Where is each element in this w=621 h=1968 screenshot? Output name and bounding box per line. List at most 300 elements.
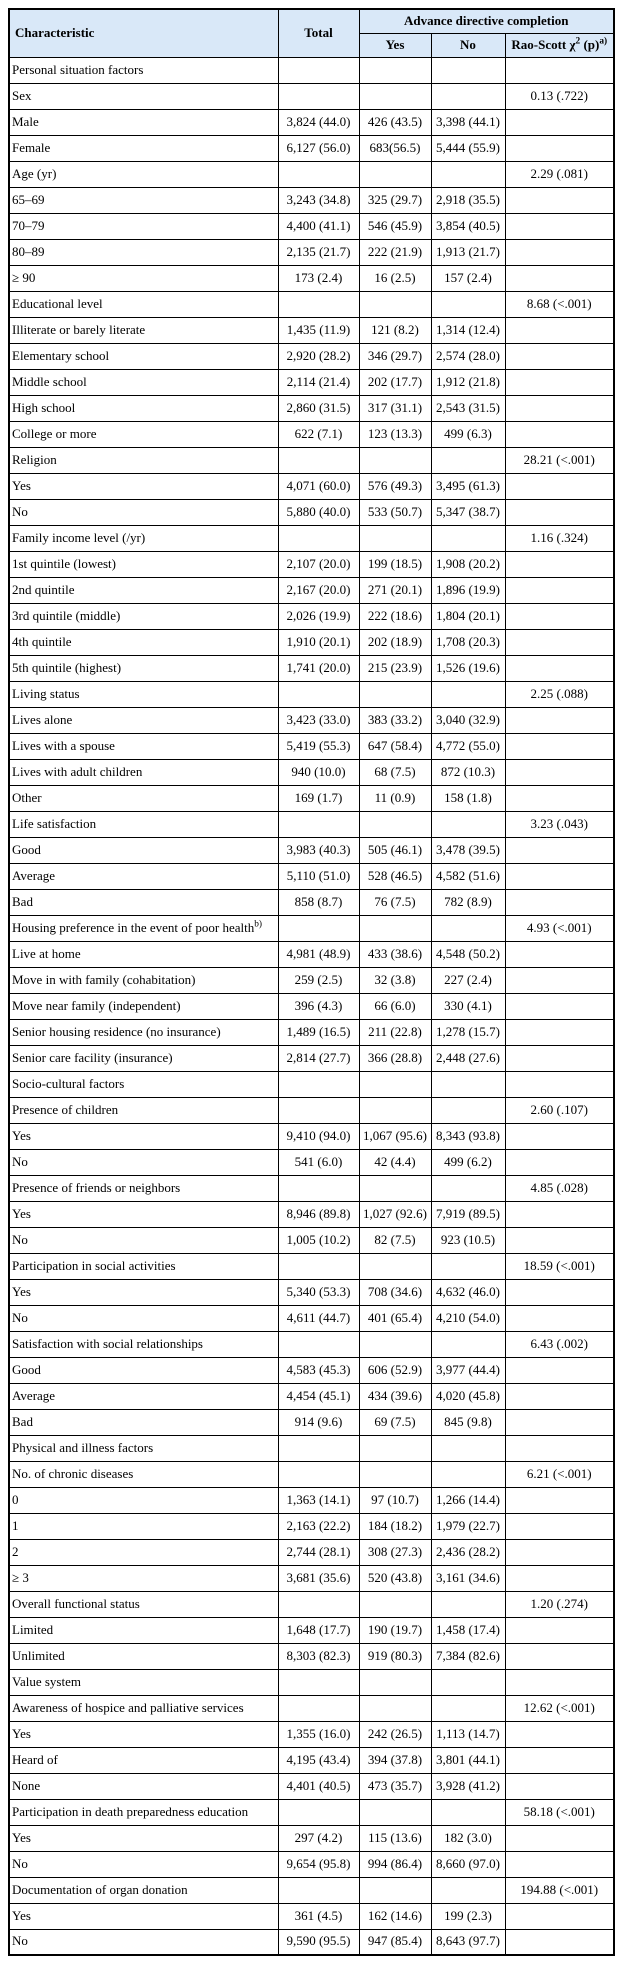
cell-yes: [359, 1097, 431, 1123]
row-label-text: 1st quintile (lowest): [12, 555, 116, 571]
header-rao-scott-chi-squared: [505, 33, 614, 57]
cell-rao-scott: 2.29 (.081): [505, 161, 614, 187]
row-label-text: Sex: [12, 87, 32, 103]
cell-no: [431, 447, 505, 473]
row-label-text: Lives with a spouse: [12, 737, 115, 753]
row-label-cell: [9, 525, 278, 551]
table-row: [9, 629, 614, 655]
table-row: [9, 1097, 614, 1123]
cell-total: [278, 1071, 359, 1097]
row-label-cell: [9, 1487, 278, 1513]
row-label-cell: [9, 1279, 278, 1305]
row-label-cell: [9, 1721, 278, 1747]
row-label-cell: [9, 1747, 278, 1773]
cell-yes: [359, 811, 431, 837]
cell-total: 3,824 (44.0): [278, 109, 359, 135]
cell-no: 1,804 (20.1): [431, 603, 505, 629]
row-label-text: No: [12, 1231, 28, 1247]
cell-no: [431, 1097, 505, 1123]
cell-total: 2,026 (19.9): [278, 603, 359, 629]
row-label-text: Presence of children: [12, 1101, 119, 1117]
cell-no: 1,979 (22.7): [431, 1513, 505, 1539]
row-label-cell: [9, 1201, 278, 1227]
cell-rao-scott: [505, 369, 614, 395]
row-label-cell: [9, 1383, 278, 1409]
row-label-cell: [9, 1825, 278, 1851]
cell-total: 2,135 (21.7): [278, 239, 359, 265]
cell-yes: 947 (85.4): [359, 1929, 431, 1955]
table-row: [9, 1279, 614, 1305]
row-label-text: Participation in death preparedness education: [12, 1803, 249, 1819]
row-label-cell: [9, 395, 278, 421]
cell-rao-scott: [505, 1513, 614, 1539]
row-label-text: Other: [12, 789, 42, 805]
cell-rao-scott: [505, 577, 614, 603]
row-label-text: College or more: [12, 425, 97, 441]
row-label-cell: [9, 785, 278, 811]
cell-rao-scott: 0.13 (.722): [505, 83, 614, 109]
cell-yes: 401 (65.4): [359, 1305, 431, 1331]
row-label-cell: [9, 1773, 278, 1799]
cell-yes: 394 (37.8): [359, 1747, 431, 1773]
cell-yes: 366 (28.8): [359, 1045, 431, 1071]
table-row: [9, 1565, 614, 1591]
header-group-advance-directive-completion: Advance directive completion: [359, 9, 614, 33]
cell-total: [278, 1799, 359, 1825]
table-row: [9, 967, 614, 993]
row-label-cell: [9, 1539, 278, 1565]
cell-no: [431, 525, 505, 551]
cell-total: 1,435 (11.9): [278, 317, 359, 343]
table-row: [9, 1825, 614, 1851]
row-label-text: 0: [12, 1491, 19, 1507]
table-row: [9, 1357, 614, 1383]
cell-total: 4,401 (40.5): [278, 1773, 359, 1799]
table-row: [9, 1513, 614, 1539]
row-label-cell: [9, 1643, 278, 1669]
row-label-text: Educational level: [12, 295, 103, 311]
cell-no: 2,543 (31.5): [431, 395, 505, 421]
row-label-text: Average: [12, 1387, 56, 1403]
row-label-text: Heard of: [12, 1751, 58, 1767]
row-label-cell: [9, 759, 278, 785]
row-label-cell: [9, 1435, 278, 1461]
table-row: [9, 1461, 614, 1487]
row-label-text: No: [12, 1933, 28, 1949]
row-label-text: None: [12, 1777, 41, 1793]
row-label-text: Lives with adult children: [12, 763, 143, 779]
cell-no: 1,113 (14.7): [431, 1721, 505, 1747]
cell-no: 4,548 (50.2): [431, 941, 505, 967]
cell-yes: 434 (39.6): [359, 1383, 431, 1409]
cell-rao-scott: 58.18 (<.001): [505, 1799, 614, 1825]
row-label-text: Limited: [12, 1621, 54, 1637]
cell-yes: [359, 1461, 431, 1487]
cell-no: 182 (3.0): [431, 1825, 505, 1851]
cell-yes: [359, 1435, 431, 1461]
cell-no: 1,912 (21.8): [431, 369, 505, 395]
cell-yes: [359, 1253, 431, 1279]
row-label-cell: [9, 1409, 278, 1435]
row-label-cell: [9, 655, 278, 681]
cell-rao-scott: [505, 265, 614, 291]
table-row: [9, 265, 614, 291]
row-label-cell: [9, 707, 278, 733]
row-label-text: Average: [12, 867, 56, 883]
cell-yes: 994 (86.4): [359, 1851, 431, 1877]
cell-yes: [359, 83, 431, 109]
cell-no: 7,384 (82.6): [431, 1643, 505, 1669]
cell-no: 4,772 (55.0): [431, 733, 505, 759]
cell-rao-scott: [505, 499, 614, 525]
cell-rao-scott: [505, 1773, 614, 1799]
table-body: [9, 57, 614, 1955]
cell-rao-scott: [505, 421, 614, 447]
cell-no: 1,458 (17.4): [431, 1617, 505, 1643]
row-label-cell: [9, 1175, 278, 1201]
table-row: [9, 1175, 614, 1201]
cell-no: 499 (6.3): [431, 421, 505, 447]
row-label-cell: [9, 1045, 278, 1071]
row-label-text: Move near family (independent): [12, 997, 181, 1013]
cell-yes: 317 (31.1): [359, 395, 431, 421]
cell-yes: [359, 1669, 431, 1695]
cell-rao-scott: [505, 1357, 614, 1383]
cell-total: 169 (1.7): [278, 785, 359, 811]
cell-total: 2,107 (20.0): [278, 551, 359, 577]
table-row: [9, 1253, 614, 1279]
row-label-text: Illiterate or barely literate: [12, 321, 146, 337]
cell-no: [431, 1591, 505, 1617]
table-row: [9, 603, 614, 629]
table-row: [9, 863, 614, 889]
row-label-text: Yes: [12, 1907, 31, 1923]
cell-no: 3,398 (44.1): [431, 109, 505, 135]
cell-yes: 325 (29.7): [359, 187, 431, 213]
cell-no: 872 (10.3): [431, 759, 505, 785]
cell-yes: 683(56.5): [359, 135, 431, 161]
cell-no: 3,161 (34.6): [431, 1565, 505, 1591]
cell-rao-scott: [505, 1019, 614, 1045]
row-label-cell: [9, 1253, 278, 1279]
row-label-text: 4th quintile: [12, 633, 72, 649]
cell-yes: 533 (50.7): [359, 499, 431, 525]
cell-yes: 520 (43.8): [359, 1565, 431, 1591]
cell-total: [278, 1253, 359, 1279]
cell-no: 7,919 (89.5): [431, 1201, 505, 1227]
row-label-cell: [9, 993, 278, 1019]
cell-yes: 202 (17.7): [359, 369, 431, 395]
cell-total: 9,654 (95.8): [278, 1851, 359, 1877]
row-label-text: Personal situation factors: [12, 61, 144, 77]
cell-yes: 606 (52.9): [359, 1357, 431, 1383]
table-row: [9, 941, 614, 967]
cell-rao-scott: [505, 1279, 614, 1305]
row-label-text: 5th quintile (highest): [12, 659, 122, 675]
cell-yes: 271 (20.1): [359, 577, 431, 603]
table-row: [9, 577, 614, 603]
cell-total: [278, 811, 359, 837]
row-label-cell: [9, 499, 278, 525]
cell-yes: 1,027 (92.6): [359, 1201, 431, 1227]
table-row: [9, 213, 614, 239]
cell-yes: 211 (22.8): [359, 1019, 431, 1045]
row-label-text: Lives alone: [12, 711, 73, 727]
row-label-cell: [9, 681, 278, 707]
table-row: [9, 1383, 614, 1409]
row-label-text: No: [12, 503, 28, 519]
table-row: [9, 1435, 614, 1461]
row-label-cell: [9, 1669, 278, 1695]
row-label-text: Socio-cultural factors: [12, 1075, 125, 1091]
header-no: No: [431, 33, 505, 57]
header-yes: Yes: [359, 33, 431, 57]
cell-rao-scott: [505, 863, 614, 889]
cell-no: 1,278 (15.7): [431, 1019, 505, 1045]
cell-no: 2,448 (27.6): [431, 1045, 505, 1071]
row-label-text: No. of chronic diseases: [12, 1465, 134, 1481]
cell-no: 845 (9.8): [431, 1409, 505, 1435]
cell-total: 396 (4.3): [278, 993, 359, 1019]
cell-yes: 199 (18.5): [359, 551, 431, 577]
cell-yes: 222 (18.6): [359, 603, 431, 629]
cell-rao-scott: [505, 1435, 614, 1461]
cell-total: 2,814 (27.7): [278, 1045, 359, 1071]
cell-rao-scott: [505, 213, 614, 239]
cell-yes: 215 (23.9): [359, 655, 431, 681]
cell-rao-scott: 18.59 (<.001): [505, 1253, 614, 1279]
header-characteristic: Characteristic: [9, 9, 278, 57]
cell-no: 1,708 (20.3): [431, 629, 505, 655]
cell-no: [431, 681, 505, 707]
row-label-cell: [9, 1149, 278, 1175]
row-label-text: 80–89: [12, 243, 45, 259]
cell-no: 227 (2.4): [431, 967, 505, 993]
cell-yes: 32 (3.8): [359, 967, 431, 993]
row-label-cell: [9, 187, 278, 213]
row-label-cell: [9, 1877, 278, 1903]
cell-no: 330 (4.1): [431, 993, 505, 1019]
cell-yes: 1,067 (95.6): [359, 1123, 431, 1149]
row-label-text: Religion: [12, 451, 57, 467]
row-label-cell: [9, 265, 278, 291]
cell-total: [278, 1175, 359, 1201]
cell-no: [431, 1799, 505, 1825]
cell-total: [278, 447, 359, 473]
cell-no: 3,928 (41.2): [431, 1773, 505, 1799]
cell-yes: 76 (7.5): [359, 889, 431, 915]
table-row: [9, 239, 614, 265]
cell-total: 4,583 (45.3): [278, 1357, 359, 1383]
cell-yes: 528 (46.5): [359, 863, 431, 889]
cell-total: 4,611 (44.7): [278, 1305, 359, 1331]
cell-no: 4,632 (46.0): [431, 1279, 505, 1305]
table-row: [9, 1539, 614, 1565]
footnote-b-marker: b): [254, 919, 263, 930]
table-row: [9, 993, 614, 1019]
row-label-text: Move in with family (cohabitation): [12, 971, 196, 987]
cell-rao-scott: [505, 1539, 614, 1565]
cell-yes: [359, 1695, 431, 1721]
table-row: [9, 57, 614, 83]
table-row: [9, 1019, 614, 1045]
cell-rao-scott: [505, 941, 614, 967]
cell-total: 1,648 (17.7): [278, 1617, 359, 1643]
cell-rao-scott: [505, 1825, 614, 1851]
table-row: [9, 1409, 614, 1435]
table-row: [9, 447, 614, 473]
cell-total: [278, 525, 359, 551]
chi-squared-exponent: 2: [575, 36, 581, 47]
row-label-cell: [9, 1513, 278, 1539]
cell-yes: [359, 1799, 431, 1825]
cell-yes: 66 (6.0): [359, 993, 431, 1019]
footnote-a-marker: a): [599, 36, 608, 47]
row-label-text: ≥ 3: [12, 1569, 29, 1585]
row-label-text: Documentation of organ donation: [12, 1881, 188, 1897]
cell-no: 199 (2.3): [431, 1903, 505, 1929]
cell-rao-scott: 2.25 (.088): [505, 681, 614, 707]
cell-yes: 433 (38.6): [359, 941, 431, 967]
cell-total: 1,741 (20.0): [278, 655, 359, 681]
row-label-text: ≥ 90: [12, 269, 36, 285]
cell-rao-scott: 3.23 (.043): [505, 811, 614, 837]
cell-no: 1,266 (14.4): [431, 1487, 505, 1513]
cell-rao-scott: [505, 1929, 614, 1955]
cell-yes: 42 (4.4): [359, 1149, 431, 1175]
cell-rao-scott: 12.62 (<.001): [505, 1695, 614, 1721]
cell-no: [431, 1877, 505, 1903]
row-label-text: Bad: [12, 1413, 33, 1429]
cell-yes: [359, 291, 431, 317]
cell-rao-scott: [505, 967, 614, 993]
row-label-cell: [9, 1695, 278, 1721]
row-label-cell: [9, 317, 278, 343]
cell-rao-scott: [505, 343, 614, 369]
cell-no: 8,643 (97.7): [431, 1929, 505, 1955]
cell-no: 1,314 (12.4): [431, 317, 505, 343]
cell-rao-scott: [505, 889, 614, 915]
cell-rao-scott: [505, 1669, 614, 1695]
row-label-text: 2nd quintile: [12, 581, 75, 597]
cell-total: [278, 57, 359, 83]
cell-rao-scott: [505, 837, 614, 863]
cell-rao-scott: [505, 1227, 614, 1253]
cell-total: 1,355 (16.0): [278, 1721, 359, 1747]
cell-no: 2,436 (28.2): [431, 1539, 505, 1565]
row-label-text: Value system: [12, 1673, 81, 1689]
cell-total: 5,340 (53.3): [278, 1279, 359, 1305]
cell-no: 2,918 (35.5): [431, 187, 505, 213]
row-label-text: Living status: [12, 685, 80, 701]
row-label-cell: [9, 1903, 278, 1929]
cell-no: 1,913 (21.7): [431, 239, 505, 265]
cell-no: [431, 1253, 505, 1279]
table-row: [9, 1903, 614, 1929]
cell-no: 4,210 (54.0): [431, 1305, 505, 1331]
row-label-text: No: [12, 1153, 28, 1169]
cell-total: 4,454 (45.1): [278, 1383, 359, 1409]
cell-yes: 82 (7.5): [359, 1227, 431, 1253]
cell-total: 5,110 (51.0): [278, 863, 359, 889]
cell-total: [278, 83, 359, 109]
table-row: [9, 1695, 614, 1721]
cell-yes: 708 (34.6): [359, 1279, 431, 1305]
cell-yes: [359, 525, 431, 551]
cell-no: 8,660 (97.0): [431, 1851, 505, 1877]
cell-yes: [359, 1591, 431, 1617]
row-label-text: Senior care facility (insurance): [12, 1049, 173, 1065]
cell-rao-scott: [505, 473, 614, 499]
cell-total: 297 (4.2): [278, 1825, 359, 1851]
cell-yes: 97 (10.7): [359, 1487, 431, 1513]
row-label-text: Yes: [12, 1829, 31, 1845]
cell-rao-scott: [505, 1617, 614, 1643]
row-label-text: 1: [12, 1517, 19, 1533]
row-label-cell: [9, 239, 278, 265]
row-label-text: Bad: [12, 893, 33, 909]
cell-rao-scott: [505, 1903, 614, 1929]
cell-rao-scott: [505, 1071, 614, 1097]
row-label-text: 70–79: [12, 217, 45, 233]
row-label-text: Awareness of hospice and palliative services: [12, 1699, 244, 1715]
cell-rao-scott: [505, 733, 614, 759]
cell-yes: [359, 681, 431, 707]
cell-no: 923 (10.5): [431, 1227, 505, 1253]
cell-yes: 242 (26.5): [359, 1721, 431, 1747]
table-header: [9, 9, 614, 57]
cell-total: 858 (8.7): [278, 889, 359, 915]
cell-total: 9,410 (94.0): [278, 1123, 359, 1149]
cell-rao-scott: [505, 395, 614, 421]
cell-yes: 346 (29.7): [359, 343, 431, 369]
cell-rao-scott: [505, 1409, 614, 1435]
cell-yes: 68 (7.5): [359, 759, 431, 785]
table-row: [9, 551, 614, 577]
cell-rao-scott: [505, 1721, 614, 1747]
header-row-top: [9, 9, 614, 33]
row-label-cell: [9, 109, 278, 135]
cell-no: 158 (1.8): [431, 785, 505, 811]
cell-total: 541 (6.0): [278, 1149, 359, 1175]
cell-total: 3,243 (34.8): [278, 187, 359, 213]
cell-rao-scott: [505, 785, 614, 811]
row-label-text: Female: [12, 139, 51, 155]
cell-total: 2,860 (31.5): [278, 395, 359, 421]
cell-no: 3,478 (39.5): [431, 837, 505, 863]
table-row: [9, 317, 614, 343]
cell-rao-scott: [505, 629, 614, 655]
cell-yes: 222 (21.9): [359, 239, 431, 265]
row-label-cell: [9, 1305, 278, 1331]
cell-total: 1,489 (16.5): [278, 1019, 359, 1045]
row-label-cell: [9, 161, 278, 187]
cell-no: 3,801 (44.1): [431, 1747, 505, 1773]
cell-no: 3,854 (40.5): [431, 213, 505, 239]
cell-total: [278, 1461, 359, 1487]
cell-rao-scott: [505, 1383, 614, 1409]
row-label-text: Yes: [12, 1205, 31, 1221]
cell-no: [431, 83, 505, 109]
row-label-cell: [9, 1591, 278, 1617]
cell-total: [278, 161, 359, 187]
cell-no: [431, 811, 505, 837]
cell-rao-scott: 1.20 (.274): [505, 1591, 614, 1617]
cell-yes: [359, 447, 431, 473]
cell-rao-scott: [505, 655, 614, 681]
cell-rao-scott: [505, 1149, 614, 1175]
cell-yes: 121 (8.2): [359, 317, 431, 343]
